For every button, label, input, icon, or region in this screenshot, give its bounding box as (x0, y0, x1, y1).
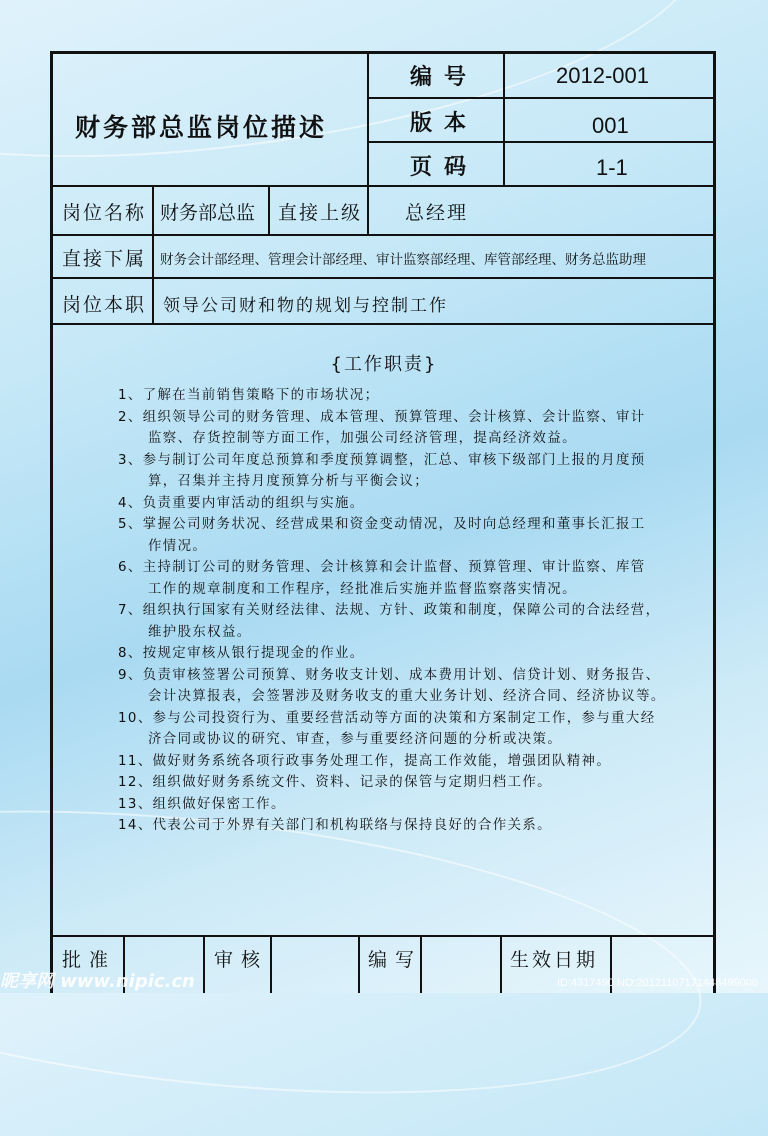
responsibility-line: 12、组织做好财务系统文件、资料、记录的保管与定期归档工作。 (118, 775, 552, 790)
responsibility-continuation: 算，召集并主持月度预算分析与平衡会议； (148, 474, 430, 489)
header-row-line (367, 141, 716, 143)
superior-value: 总经理 (405, 202, 469, 224)
responsibility-item (118, 665, 698, 708)
footer-divider (500, 935, 502, 993)
responsibility-item (118, 751, 698, 773)
approve-label: 批准 (62, 949, 117, 971)
duty-value: 领导公司财和物的规划与控制工作 (163, 296, 448, 316)
number-value: 2012-001 (556, 63, 649, 88)
responsibility-line: 9、负责审核签署公司预算、财务收支计划、成本费用计划、信贷计划、财务报告、 (118, 667, 661, 683)
responsibilities-title: {工作职责} (330, 354, 438, 375)
responsibility-item (118, 450, 698, 493)
row-line (50, 277, 716, 279)
responsibility-line: 6、主持制订公司的财务管理、会计核算和会计监督、预算管理、审计监察、库管 (118, 560, 646, 575)
footer-divider (358, 935, 360, 993)
responsibility-line: 7、组织执行国家有关财经法律、法规、方针、政策和制度，保障公司的合法经营， (118, 603, 661, 618)
info-divider (152, 185, 154, 323)
row-line (50, 935, 716, 937)
number-label: 编号 (410, 65, 479, 90)
row-line (50, 234, 716, 236)
duty-label: 岗位本职 (62, 294, 147, 316)
responsibility-line: 1、了解在当前销售策略下的市场状况； (118, 388, 380, 403)
header-divider (503, 51, 505, 185)
responsibility-item (118, 815, 698, 837)
responsibility-line: 13、组织做好保密工作。 (118, 796, 286, 812)
responsibility-continuation: 维护股东权益。 (148, 624, 252, 640)
responsibility-item (118, 708, 698, 751)
responsibility-item (118, 514, 698, 557)
responsibility-continuation: 监察、存货控制等方面工作，加强公司经济管理，提高经济效益。 (148, 431, 577, 446)
info-divider (367, 185, 369, 234)
responsibility-line: 3、参与制订公司年度总预算和季度预算调整，汇总、审核下级部门上报的月度预 (118, 452, 646, 468)
page-label: 页码 (410, 155, 479, 180)
responsibility-line: 2、组织领导公司的财务管理、成本管理、预算管理、会计核算、会计监察、审计 (118, 409, 646, 425)
row-line (50, 323, 716, 325)
position-name-value: 财务部总监 (160, 202, 256, 224)
page-value: 1-1 (596, 155, 628, 180)
review-label: 审核 (214, 949, 269, 971)
footer-divider (203, 935, 205, 993)
responsibility-line: 4、负责重要内审活动的组织与实施。 (118, 495, 365, 511)
responsibility-line: 14、代表公司于外界有关部门和机构联络与保持良好的合作关系。 (118, 818, 552, 833)
info-divider (268, 185, 270, 234)
page-title: 财务部总监岗位描述 (75, 113, 328, 142)
responsibility-item (118, 643, 698, 665)
header-divider (367, 51, 369, 185)
responsibility-line: 5、掌握公司财务状况、经营成果和资金变动情况，及时向总经理和董事长汇报工 (118, 517, 646, 532)
write-label: 编写 (368, 949, 423, 971)
position-name-label: 岗位名称 (62, 202, 147, 224)
responsibility-item (118, 385, 698, 407)
responsibility-item (118, 772, 698, 794)
version-label: 版本 (410, 111, 479, 136)
responsibility-item (118, 407, 698, 450)
responsibility-item (118, 557, 698, 600)
subordinates-value: 财务会计部经理、管理会计部经理、审计监察部经理、库管部经理、财务总监助理 (160, 252, 646, 268)
subordinates-label: 直接下属 (62, 248, 147, 270)
responsibility-continuation: 济合同或协议的研究、审查，参与重要经济问题的分析或决策。 (148, 732, 563, 747)
responsibility-continuation: 作情况。 (148, 538, 208, 554)
header-row-line (367, 97, 716, 99)
responsibilities-list (118, 385, 698, 837)
responsibility-continuation: 会计决算报表，会签署涉及财务收支的重大业务计划、经济合同、经济协议等。 (148, 689, 666, 704)
row-line (50, 185, 716, 187)
superior-label: 直接上级 (278, 202, 363, 224)
responsibility-line: 8、按规定审核从银行提现金的作业。 (118, 646, 365, 661)
responsibility-continuation: 工作的规章制度和工作程序，经批准后实施并监督监察落实情况。 (148, 581, 577, 597)
responsibility-line: 10、参与公司投资行为、重要经营活动等方面的决策和方案制定工作，参与重大经 (118, 710, 656, 726)
responsibility-item (118, 794, 698, 816)
responsibility-item (118, 493, 698, 515)
watermark-logo: 昵享网 www.nipic.cn (0, 971, 195, 992)
responsibility-line: 11、做好财务系统各项行政事务处理工作，提高工作效能，增强团队精神。 (118, 753, 612, 769)
watermark-id: ID:4317490 NO:20121107171448499000 (556, 977, 758, 989)
version-value: 001 (592, 113, 629, 138)
footer-divider (270, 935, 272, 993)
responsibility-item (118, 600, 698, 643)
effective-date-label: 生效日期 (510, 949, 599, 971)
